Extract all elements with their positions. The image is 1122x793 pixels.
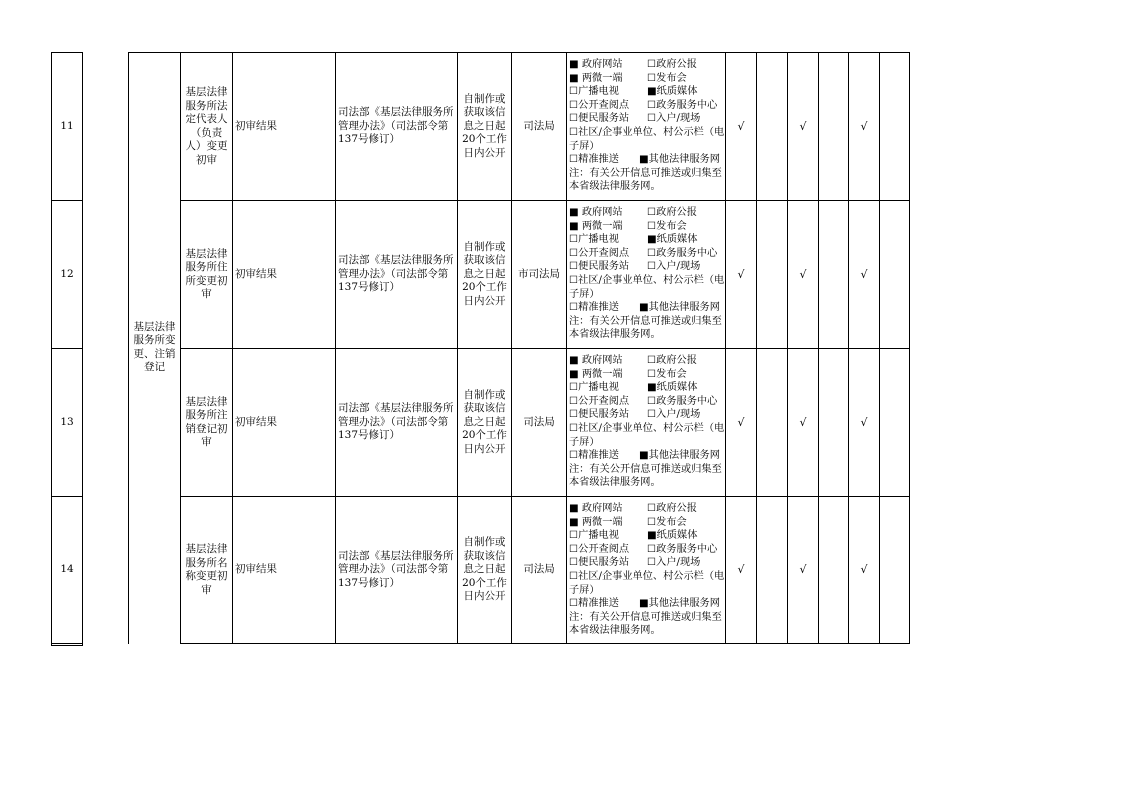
channel-row xyxy=(569,99,725,113)
check-mark: √ xyxy=(860,267,868,281)
check-mark: √ xyxy=(860,415,868,429)
channel-row xyxy=(569,395,725,409)
channel-option: ☐社区/企事业单位、村公示栏（电子屏） xyxy=(569,570,725,596)
channel-option: ☐政务服务中心 xyxy=(647,247,718,259)
grid-line xyxy=(818,52,819,644)
channel-row xyxy=(569,368,725,382)
channel-option: ☐广播电视 xyxy=(569,86,619,98)
disclosure-timeline: 自制作或获取该信息之日起20个工作日内公开 xyxy=(462,536,507,603)
channel-option: ☐政府公报 xyxy=(647,207,697,218)
grid-line xyxy=(180,643,910,644)
channel-option: ☐社区/企事业单位、村公示栏（电子屏） xyxy=(569,126,725,152)
item-name: 基层法律服务所名称变更初审 xyxy=(185,543,228,596)
channel-option: ☐公开查阅点 xyxy=(569,99,630,111)
channel-option: ■ 两微一端 xyxy=(569,516,623,528)
channel-option: ☐精准推送 xyxy=(569,302,619,314)
disclosure-channels xyxy=(567,349,725,496)
channel-option: ☐入户/现场 xyxy=(647,113,701,125)
channel-option: ☐发布会 xyxy=(647,72,687,84)
channel-option: ☐便民服务站 xyxy=(569,261,630,273)
channel-option: ☐公开查阅点 xyxy=(569,395,630,407)
channel-option: ☐精准推送 xyxy=(569,598,619,610)
channel-option: ■ 两微一端 xyxy=(569,368,623,380)
disclosure-subject: 市司法局 xyxy=(518,267,560,280)
channel-option: ■纸质媒体 xyxy=(647,530,698,542)
channel-option: ☐入户/现场 xyxy=(647,557,701,569)
channel-option: ☐公开查阅点 xyxy=(569,247,630,259)
channel-row xyxy=(569,58,725,72)
channel-option: ☐政务服务中心 xyxy=(647,543,718,555)
channel-row xyxy=(569,381,725,395)
legal-basis: 司法部《基层法律服务所管理办法》（司法部令第137号修订） xyxy=(338,254,454,294)
grid-line xyxy=(51,643,83,644)
channel-option: ☐发布会 xyxy=(647,368,687,380)
channel-row xyxy=(569,449,725,463)
channel-option: ☐入户/现场 xyxy=(647,261,701,273)
item-name: 基层法律服务所法定代表人（负责人）变更初审 xyxy=(185,86,228,166)
channel-row xyxy=(569,153,725,167)
grid-line xyxy=(51,645,83,646)
grid-line xyxy=(756,52,757,644)
channel-option: ■ 政府网站 xyxy=(569,59,623,70)
channel-option: ☐便民服务站 xyxy=(569,557,630,569)
item-name: 基层法律服务所住所变更初审 xyxy=(185,247,228,300)
channel-option: ☐政府公报 xyxy=(647,355,697,366)
channel-option: ■ 两微一端 xyxy=(569,220,623,232)
channel-option: ☐公开查阅点 xyxy=(569,543,630,555)
channel-option: ■纸质媒体 xyxy=(647,86,698,98)
channel-row xyxy=(569,85,725,99)
check-mark: √ xyxy=(799,415,807,429)
item-name: 基层法律服务所注销登记初审 xyxy=(185,395,228,448)
check-mark: √ xyxy=(799,563,807,577)
channel-option: ☐广播电视 xyxy=(569,530,619,542)
channel-option: ☐入户/现场 xyxy=(647,409,701,421)
channel-row xyxy=(569,529,725,543)
check-mark: √ xyxy=(860,563,868,577)
check-mark: √ xyxy=(737,415,745,429)
channel-option: ☐发布会 xyxy=(647,516,687,528)
channel-option: ■纸质媒体 xyxy=(647,382,698,394)
channel-row xyxy=(569,206,725,220)
channel-option: ■其他法律服务网 xyxy=(639,302,720,314)
disclosure-channels xyxy=(567,53,725,200)
channel-option: ☐政府公报 xyxy=(647,503,697,514)
grid-line xyxy=(909,52,910,644)
channel-option: ■其他法律服务网 xyxy=(639,450,720,462)
row-index: 14 xyxy=(60,563,74,576)
check-mark: √ xyxy=(799,119,807,133)
legal-basis: 司法部《基层法律服务所管理办法》（司法部令第137号修订） xyxy=(338,402,454,442)
channel-note: 注：有关公开信息可推送或归集至本省级法律服务网。 xyxy=(569,611,722,637)
channel-option: ■其他法律服务网 xyxy=(639,598,720,610)
channel-option: ■ 两微一端 xyxy=(569,72,623,84)
channel-option: ■ 政府网站 xyxy=(569,207,623,218)
legal-basis: 司法部《基层法律服务所管理办法》（司法部令第137号修订） xyxy=(338,549,454,589)
channel-row xyxy=(569,112,725,126)
channel-row xyxy=(569,543,725,557)
channel-option: ☐政府公报 xyxy=(647,59,697,70)
check-mark: √ xyxy=(799,267,807,281)
channel-note: 注：有关公开信息可推送或归集至本省级法律服务网。 xyxy=(569,167,722,193)
channel-option: ☐便民服务站 xyxy=(569,113,630,125)
group-label: 基层法律服务所变更、注销登记 xyxy=(133,320,176,373)
channel-row xyxy=(569,597,725,611)
channel-row xyxy=(569,233,725,247)
channel-row xyxy=(569,354,725,368)
item-content: 初审结果 xyxy=(235,415,277,428)
channel-row xyxy=(569,247,725,261)
channel-option: ☐社区/企事业单位、村公示栏（电子屏） xyxy=(569,274,725,300)
channel-row xyxy=(569,260,725,274)
channel-option: ■ 政府网站 xyxy=(569,355,623,366)
disclosure-subject: 司法局 xyxy=(523,563,555,576)
channel-option: ☐广播电视 xyxy=(569,382,619,394)
channel-row xyxy=(569,220,725,234)
item-content: 初审结果 xyxy=(235,563,277,576)
channel-row xyxy=(569,502,725,516)
channel-option: ☐精准推送 xyxy=(569,450,619,462)
grid-line xyxy=(82,52,83,646)
channel-row xyxy=(569,556,725,570)
item-content: 初审结果 xyxy=(235,267,277,280)
disclosure-subject: 司法局 xyxy=(523,119,555,132)
legal-basis: 司法部《基层法律服务所管理办法》（司法部令第137号修订） xyxy=(338,106,454,146)
row-index: 11 xyxy=(60,119,74,132)
row-index: 13 xyxy=(60,415,74,428)
channel-row xyxy=(569,516,725,530)
channel-note: 注：有关公开信息可推送或归集至本省级法律服务网。 xyxy=(569,463,722,489)
disclosure-timeline: 自制作或获取该信息之日起20个工作日内公开 xyxy=(462,240,507,307)
check-mark: √ xyxy=(737,119,745,133)
row-index: 12 xyxy=(60,267,74,280)
channel-option: ☐政务服务中心 xyxy=(647,99,718,111)
channel-row xyxy=(569,301,725,315)
channel-option: ☐便民服务站 xyxy=(569,409,630,421)
channel-row xyxy=(569,72,725,86)
channel-note: 注：有关公开信息可推送或归集至本省级法律服务网。 xyxy=(569,315,722,341)
disclosure-timeline: 自制作或获取该信息之日起20个工作日内公开 xyxy=(462,92,507,159)
grid-line xyxy=(879,52,880,644)
channel-option: ☐政务服务中心 xyxy=(647,395,718,407)
check-mark: √ xyxy=(737,267,745,281)
channel-option: ■ 政府网站 xyxy=(569,503,623,514)
disclosure-timeline: 自制作或获取该信息之日起20个工作日内公开 xyxy=(462,388,507,455)
channel-option: ☐社区/企事业单位、村公示栏（电子屏） xyxy=(569,422,725,448)
disclosure-channels xyxy=(567,497,725,643)
check-mark: √ xyxy=(737,563,745,577)
disclosure-channels xyxy=(567,201,725,348)
check-mark: √ xyxy=(860,119,868,133)
channel-option: ☐发布会 xyxy=(647,220,687,232)
channel-row xyxy=(569,408,725,422)
channel-option: ■纸质媒体 xyxy=(647,234,698,246)
channel-option: ☐精准推送 xyxy=(569,154,619,166)
channel-option: ■其他法律服务网 xyxy=(639,154,720,166)
disclosure-subject: 司法局 xyxy=(523,415,555,428)
item-content: 初审结果 xyxy=(235,119,277,132)
channel-option: ☐广播电视 xyxy=(569,234,619,246)
